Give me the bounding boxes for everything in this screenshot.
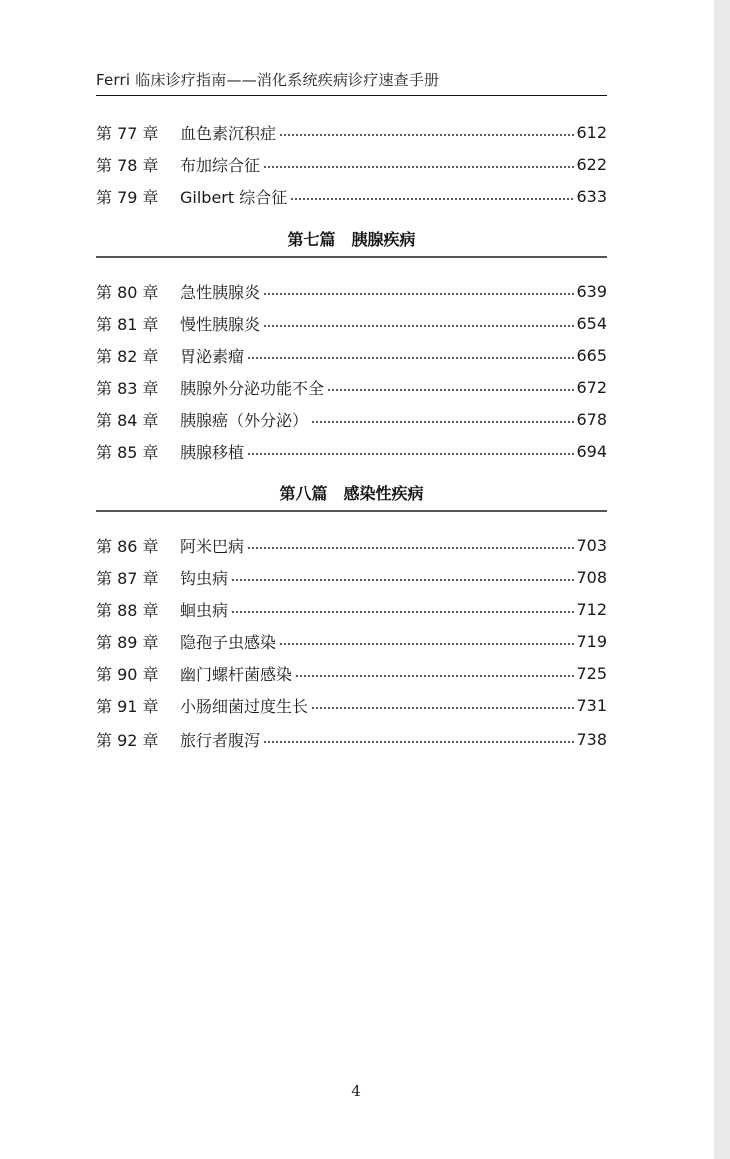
page-ref: 712 — [576, 599, 607, 619]
dot-leader — [290, 198, 574, 200]
chapter-number: 第 80 章 — [96, 282, 159, 302]
dot-leader — [263, 741, 574, 743]
chapter-title: 慢性胰腺炎 — [180, 314, 261, 334]
dot-leader — [231, 579, 574, 581]
chapter-title: 血色素沉积症 — [180, 123, 277, 143]
chapter-title: 阿米巴病 — [180, 536, 245, 556]
toc-entry[interactable] — [96, 727, 607, 751]
chapter-title: 旅行者腹泻 — [180, 730, 261, 750]
chapter-title: 胰腺癌（外分泌） — [180, 410, 309, 430]
dot-leader — [263, 166, 574, 168]
toc-entry[interactable] — [96, 375, 607, 399]
part-rule — [96, 256, 607, 258]
page-ref: 639 — [576, 281, 607, 301]
chapter-title: Gilbert 综合征 — [180, 187, 288, 207]
toc-entry[interactable] — [96, 597, 607, 621]
toc-page — [96, 0, 607, 1159]
chapter-title: 胃泌素瘤 — [180, 346, 245, 366]
page-ref: 725 — [576, 663, 607, 683]
part-title: 第七篇 胰腺疾病 — [287, 230, 416, 249]
page-ref: 622 — [576, 154, 607, 174]
toc-entry[interactable] — [96, 629, 607, 653]
page-ref: 708 — [576, 567, 607, 587]
toc-entry[interactable] — [96, 661, 607, 685]
toc-entry[interactable] — [96, 533, 607, 557]
toc-entry[interactable] — [96, 565, 607, 589]
dot-leader — [279, 134, 574, 136]
page-ref: 731 — [576, 695, 607, 715]
toc-entry[interactable] — [96, 407, 607, 431]
page-ref: 665 — [576, 345, 607, 365]
page-ref: 678 — [576, 409, 607, 429]
chapter-number: 第 84 章 — [96, 410, 159, 430]
chapter-number: 第 89 章 — [96, 632, 159, 652]
running-head: Ferri 临床诊疗指南——消化系统疾病诊疗速查手册 — [96, 71, 440, 89]
page-ref: 633 — [576, 186, 607, 206]
chapter-number: 第 83 章 — [96, 378, 159, 398]
dot-leader — [247, 547, 574, 549]
chapter-number: 第 85 章 — [96, 442, 159, 462]
chapter-number: 第 81 章 — [96, 314, 159, 334]
chapter-number: 第 87 章 — [96, 568, 159, 588]
toc-entry[interactable] — [96, 120, 607, 144]
part-rule — [96, 510, 607, 512]
dot-leader — [295, 675, 574, 677]
dot-leader — [311, 421, 574, 423]
chapter-title: 胰腺外分泌功能不全 — [180, 378, 325, 398]
chapter-title: 布加综合征 — [180, 155, 261, 175]
chapter-number: 第 88 章 — [96, 600, 159, 620]
dot-leader — [247, 357, 574, 359]
chapter-number: 第 82 章 — [96, 346, 159, 366]
page-ref: 654 — [576, 313, 607, 333]
chapter-title: 蛔虫病 — [180, 600, 229, 620]
chapter-number: 第 79 章 — [96, 187, 159, 207]
chapter-title: 胰腺移植 — [180, 442, 245, 462]
dot-leader — [263, 325, 574, 327]
dot-leader — [263, 293, 574, 295]
toc-entry[interactable] — [96, 439, 607, 463]
page-ref: 738 — [576, 729, 607, 749]
chapter-number: 第 92 章 — [96, 730, 159, 750]
page-edge-strip — [714, 0, 730, 1159]
page-ref: 612 — [576, 122, 607, 142]
chapter-number: 第 77 章 — [96, 123, 159, 143]
dot-leader — [327, 389, 574, 391]
chapter-number: 第 90 章 — [96, 664, 159, 684]
toc-entry[interactable] — [96, 184, 607, 208]
toc-entry[interactable] — [96, 279, 607, 303]
chapter-title: 钩虫病 — [180, 568, 229, 588]
running-head-rule — [96, 95, 607, 96]
chapter-title: 急性胰腺炎 — [180, 282, 261, 302]
page-ref: 703 — [576, 535, 607, 555]
toc-entry[interactable] — [96, 311, 607, 335]
chapter-title: 隐孢子虫感染 — [180, 632, 277, 652]
dot-leader — [247, 453, 574, 455]
chapter-title: 小肠细菌过度生长 — [180, 696, 309, 716]
chapter-title: 幽门螺杆菌感染 — [180, 664, 293, 684]
chapter-number: 第 78 章 — [96, 155, 159, 175]
page-ref: 719 — [576, 631, 607, 651]
chapter-number: 第 86 章 — [96, 536, 159, 556]
toc-entry[interactable] — [96, 693, 607, 717]
page-ref: 672 — [576, 377, 607, 397]
chapter-number: 第 91 章 — [96, 696, 159, 716]
page-number: 4 — [351, 1082, 361, 1100]
toc-entry[interactable] — [96, 152, 607, 176]
page-ref: 694 — [576, 441, 607, 461]
dot-leader — [311, 707, 574, 709]
dot-leader — [279, 643, 574, 645]
dot-leader — [231, 611, 574, 613]
part-title: 第八篇 感染性疾病 — [279, 484, 424, 503]
toc-entry[interactable] — [96, 343, 607, 367]
